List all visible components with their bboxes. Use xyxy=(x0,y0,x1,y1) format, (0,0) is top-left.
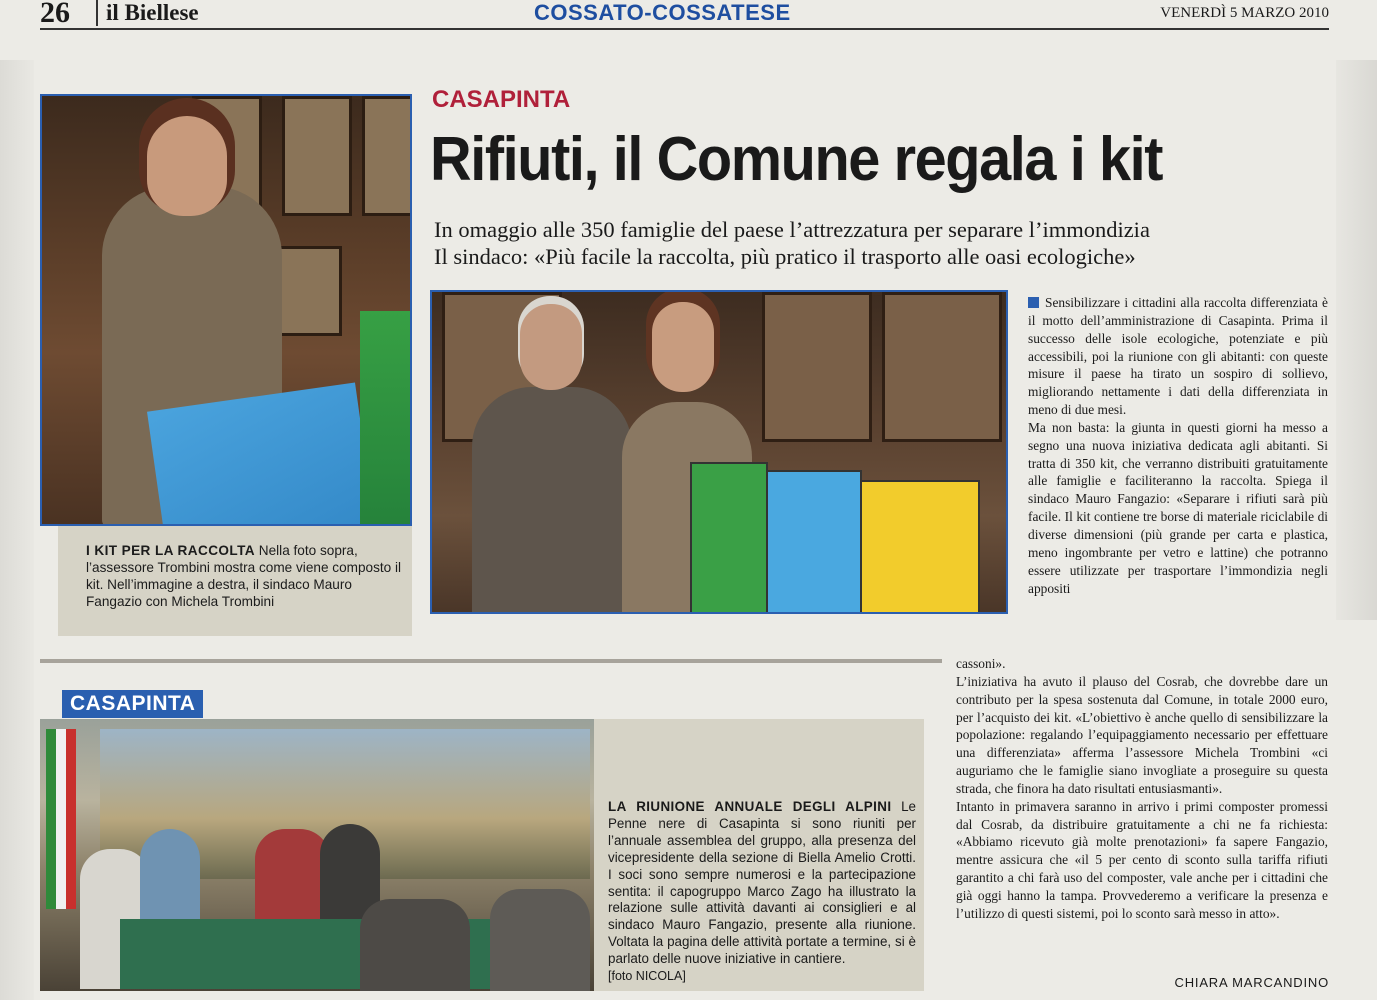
subtitle-line-2: Il sindaco: «Più facile la raccolta, più pratico il trasporto alle oasi ecologiche» xyxy=(434,244,1136,269)
photo-caption-alpini xyxy=(594,719,924,991)
paragraph-3: L’iniziativa ha avuto il plauso del Cosrab, che dovrebbe dare un contributo per la spesa sostenuta dal Comune, in totale 2000 euro, per l’acquisto dei kit. «L’obiettivo è anche quello di sensibilizzare la popolazione: regalando l’equipaggiamento necessario per effettuare una differenziata» afferma l’assessore Michela Trombini «ci auguriamo che le famiglie siano invogliate a proseguire su questa strada, che finora ha dato risultati entusiasmanti». xyxy=(956,673,1328,796)
caption-lead: I KIT PER LA RACCOLTA xyxy=(86,543,255,558)
bullet-square-icon xyxy=(1028,297,1039,308)
publication-name: il Biellese xyxy=(96,0,199,26)
section-divider xyxy=(40,659,942,663)
article-byline: CHIARA MARCANDINO xyxy=(1174,975,1329,990)
article-kicker: CASAPINTA xyxy=(432,86,571,113)
section-title: COSSATO-COSSATESE xyxy=(534,0,791,25)
article-body-column-2 xyxy=(956,655,1328,923)
page-number: 26 xyxy=(40,0,70,29)
photo-caption-kit xyxy=(58,526,412,636)
paragraph-2-end: cassoni». xyxy=(956,656,1006,671)
caption-text: Nella foto sopra, l’assessore Trombini mostra come viene composto il kit. Nell’immagine a destra, il sindaco Mauro Fangazio con Michela Trombini xyxy=(86,543,402,609)
adjacent-page-strip-left xyxy=(0,60,34,1000)
issue-date: VENERDÌ 5 MARZO 2010 xyxy=(1160,5,1329,21)
photo-credit: [foto NICOLA] xyxy=(608,969,686,984)
photo-sindaco-and-assessore xyxy=(430,290,1008,614)
caption-lead: LA RIUNIONE ANNUALE DEGLI ALPINI xyxy=(608,799,892,814)
adjacent-page-strip-right xyxy=(1336,60,1377,620)
article-body-column-1 xyxy=(1028,294,1328,597)
paragraph-4: Intanto in primavera saranno in arrivo i primi composter promessi dal Cosrab, da distribuire gratuitamente a chi ne fa richiesta: «Abbiamo ricevuto già molte prenotazioni» fa sapere Fangazio, mentre assicura che «il 5 per cento di sconto sulla tariffa rifiuti garantito a chi farà uso del composter, vale anche per i cittadini che già oggi hanno la tampa. Provvederemo a verificare la presenza e l’utilizzo di questi sistemi, poi lo sconto sarà messo in atto». xyxy=(956,798,1328,921)
caption-text: Le Penne nere di Casapinta si sono riuniti per l’annuale assemblea del gruppo, alla presenza del vicepresidente della sezione di Biella Amelio Crotti. I soci sono sempre numerosi e la partecipazione sentita: il capogruppo Marco Zago ha illustrato la relazione sulle attività davanti ai consiglieri e al sindaco Mauro Fangazio, presente alla riunione. Voltata la pagina delle attività portate a termine, si è parlato delle nuove iniziative in cantiere. xyxy=(608,799,916,967)
photo-alpini-meeting xyxy=(40,719,594,991)
photo-assessore-with-kit xyxy=(40,94,412,526)
secondary-kicker: CASAPINTA xyxy=(62,690,203,718)
masthead xyxy=(40,0,1329,30)
paragraph-1: Sensibilizzare i cittadini alla raccolta differenziata è il motto dell’amministrazione di Casapinta. Prima il successo delle isole ecologiche, potenziate e più accessibili, poi la riunione con gli abitanti: con queste misure il paese ha tirato un sospiro di sollievo, migliorando nettamente i dati della differenziata in meno di due mesi. xyxy=(1028,295,1328,418)
paragraph-2: Ma non basta: la giunta in questi giorni ha messo a segno una nuova iniziativa dedicata agli abitanti. Si tratta di 350 kit, che verranno distribuiti gratuitamente alle famiglie e faciliteranno la raccolta. Spiega il sindaco Mauro Fangazio: «Separare i rifiuti sarà più facile. Il kit contiene tre borse di materiale riciclabile di diverse dimensioni (più grande per carta e plastica, meno ingombrante per vetro e lattine) che potranno essere utilizzate per trasportare l’immondizia negli appositi xyxy=(1028,419,1328,596)
article-subtitle xyxy=(434,216,1334,270)
article-headline: Rifiuti, il Comune regala i kit xyxy=(430,125,1163,194)
subtitle-line-1: In omaggio alle 350 famiglie del paese l’attrezzatura per separare l’immondizia xyxy=(434,217,1150,242)
